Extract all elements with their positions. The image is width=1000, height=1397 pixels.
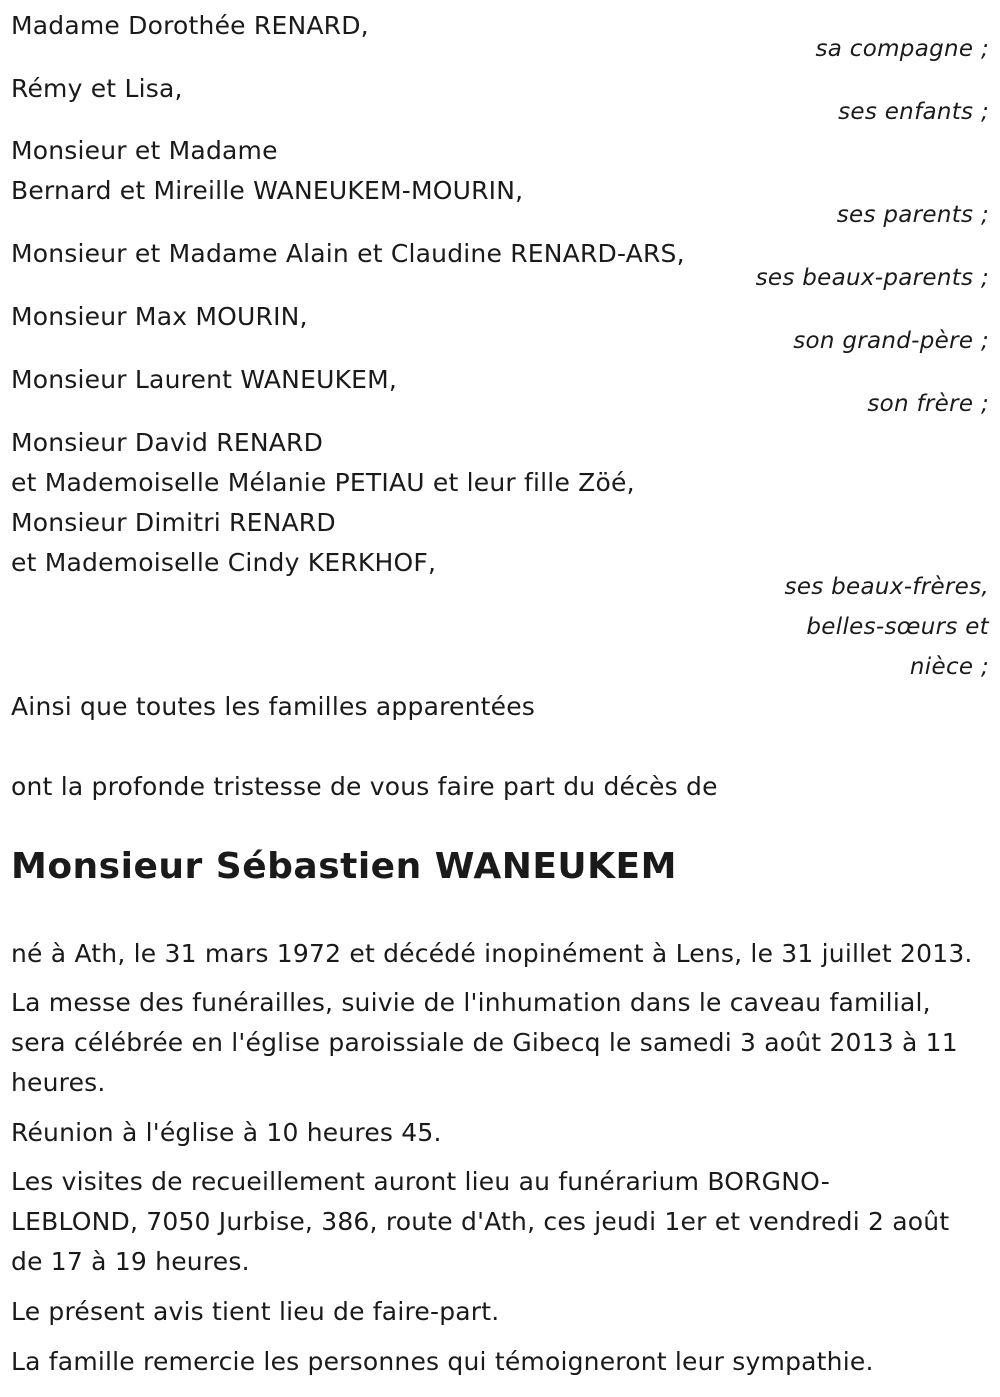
family-role: sa compagne ;: [815, 36, 989, 62]
family-member-line: Monsieur Laurent WANEUKEM,: [11, 365, 398, 394]
family-role: son frère ;: [867, 391, 989, 417]
family-role: ses beaux-parents ;: [755, 265, 989, 291]
family-member-line: Rémy et Lisa,: [11, 74, 183, 103]
family-member-line: et Mademoiselle Cindy KERKHOF,: [11, 548, 437, 577]
family-role: son grand-père ;: [793, 328, 989, 354]
family-member-line: Monsieur Dimitri RENARD: [11, 508, 336, 537]
family-role: ses enfants ;: [838, 99, 989, 125]
announcement-line: ont la profonde tristesse de vous faire part du décès de: [11, 772, 718, 801]
family-role: ses beaux-frères,: [784, 574, 989, 600]
visits-line: Les visites de recueillement auront lieu au funérarium BORGNO-: [11, 1167, 830, 1196]
funeral-line: sera célébrée en l'église paroissiale de Gibecq le samedi 3 août 2013 à 11: [11, 1028, 958, 1057]
funeral-line: heures.: [11, 1068, 106, 1097]
family-member-line: Monsieur David RENARD: [11, 428, 324, 457]
family-member-line: et Mademoiselle Mélanie PETIAU et leur fille Zöé,: [11, 468, 635, 497]
visits-line: LEBLOND, 7050 Jurbise, 386, route d'Ath, ces jeudi 1er et vendredi 2 août: [11, 1207, 950, 1236]
family-role: nièce ;: [909, 654, 989, 680]
family-role: belles-sœurs et: [806, 614, 989, 640]
deceased-name: Monsieur Sébastien WANEUKEM: [11, 846, 677, 887]
meeting-line: Réunion à l'église à 10 heures 45.: [11, 1118, 442, 1147]
funeral-line: La messe des funérailles, suivie de l'inhumation dans le caveau familial,: [11, 988, 931, 1017]
family-member-line: Monsieur et Madame: [11, 136, 278, 165]
birth-death-line: né à Ath, le 31 mars 1972 et décédé inopinément à Lens, le 31 juillet 2013.: [11, 939, 973, 968]
family-member-line: Bernard et Mireille WANEUKEM-MOURIN,: [11, 176, 524, 205]
visits-line: de 17 à 19 heures.: [11, 1247, 250, 1276]
family-member-line: Monsieur Max MOURIN,: [11, 302, 308, 331]
relatives-line: Ainsi que toutes les familles apparentées: [11, 692, 536, 721]
notice-line: Le présent avis tient lieu de faire-part.: [11, 1297, 500, 1326]
family-member-line: Madame Dorothée RENARD,: [11, 11, 369, 40]
family-member-line: Monsieur et Madame Alain et Claudine RENARD-ARS,: [11, 239, 685, 268]
family-role: ses parents ;: [836, 202, 989, 228]
thanks-line: La famille remercie les personnes qui témoigneront leur sympathie.: [11, 1347, 874, 1376]
